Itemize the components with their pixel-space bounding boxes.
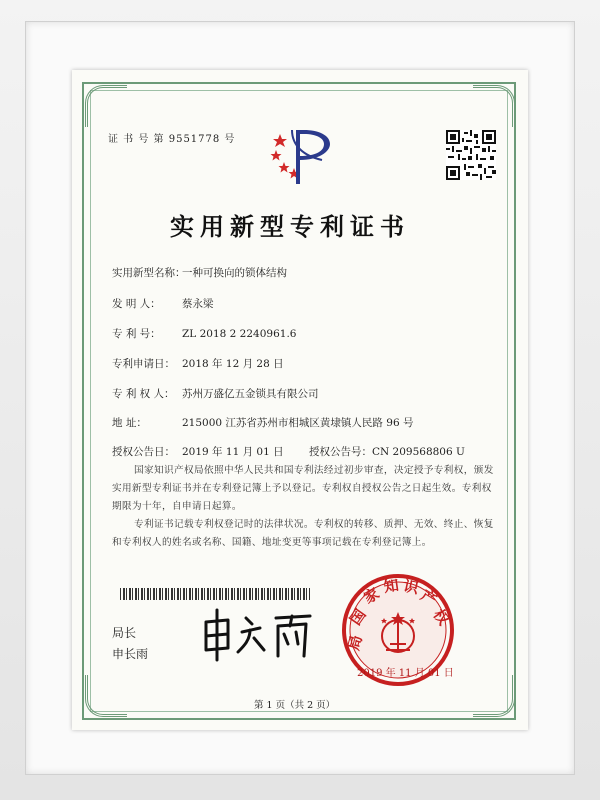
field-utility-model-name [112, 265, 287, 280]
seal-char: 权 [429, 605, 453, 629]
certificate-title: 实用新型专利证书 [170, 212, 410, 241]
field-announcement-date [112, 444, 465, 459]
director-name: 申长雨 [112, 647, 149, 661]
corner-ornament-bottom-right [473, 675, 515, 717]
field-patent-number [112, 326, 296, 341]
field-inventor [112, 296, 214, 311]
announcement-number: 授权公告号：CN 209568806 U [308, 446, 465, 458]
field-label: 专 利 权 人： [112, 388, 175, 400]
corner-ornament-top-right [473, 85, 515, 127]
field-value: ZL 2018 2 2240961.6 [182, 328, 297, 340]
seal-date: 2019 年 11 月 01 日 [357, 668, 454, 679]
seal-char: 产 [417, 586, 440, 610]
barcode-icon [120, 588, 310, 600]
field-label: 地 址： [112, 417, 147, 429]
seal-char: 国 [346, 605, 370, 629]
field-value: 一种可换向的锁体结构 [182, 267, 287, 279]
legal-status-paragraph: 专利证书记载专利权登记时的法律状况。专利权的转移、质押、无效、终止、恢复和专利权人的姓名或名称、国籍、地址变更等事项记载在专利登记簿上。 [112, 519, 494, 548]
seal-char: 知 [382, 576, 400, 597]
field-label: 专 利 号： [112, 328, 161, 340]
director-signature [198, 606, 318, 662]
field-patentee [112, 386, 319, 401]
seal-char: 家 [360, 584, 383, 608]
field-value: 2018 年 12 月 28 日 [182, 358, 284, 370]
grant-statement-paragraph: 国家知识产权局依照中华人民共和国专利法经过初步审查，决定授予专利权，颁发实用新型专利证书并在专利登记簿上予以登记。专利权自授权公告之日起生效。专利权期限为十年，自申请日起算。 [112, 465, 494, 512]
director-title: 局长 [112, 626, 137, 640]
field-value: 蔡永梁 [182, 298, 214, 310]
seal-char: 识 [401, 576, 421, 598]
field-application-date [112, 356, 284, 371]
page-number: 第 1 页（共 2 页） [254, 700, 336, 711]
qr-code-icon [446, 130, 496, 180]
field-value: 2019 年 11 月 01 日 [182, 446, 284, 458]
field-label: 专利申请日： [112, 358, 175, 370]
patent-office-logo-icon [266, 126, 334, 188]
field-label: 授权公告日： [112, 446, 175, 458]
field-address [112, 415, 413, 430]
field-value: 苏州万盛亿五金锁具有限公司 [182, 388, 319, 400]
seal-char: 局 [344, 633, 366, 653]
field-label: 实用新型名称： [112, 267, 186, 279]
corner-ornament-top-left [85, 85, 127, 127]
certificate-number: 证 书 号 第 9551778 号 [108, 134, 236, 145]
field-label: 发 明 人： [112, 298, 161, 310]
field-value: 215000 江苏省苏州市相城区黄埭镇人民路 96 号 [182, 417, 414, 429]
corner-ornament-bottom-left [85, 675, 127, 717]
